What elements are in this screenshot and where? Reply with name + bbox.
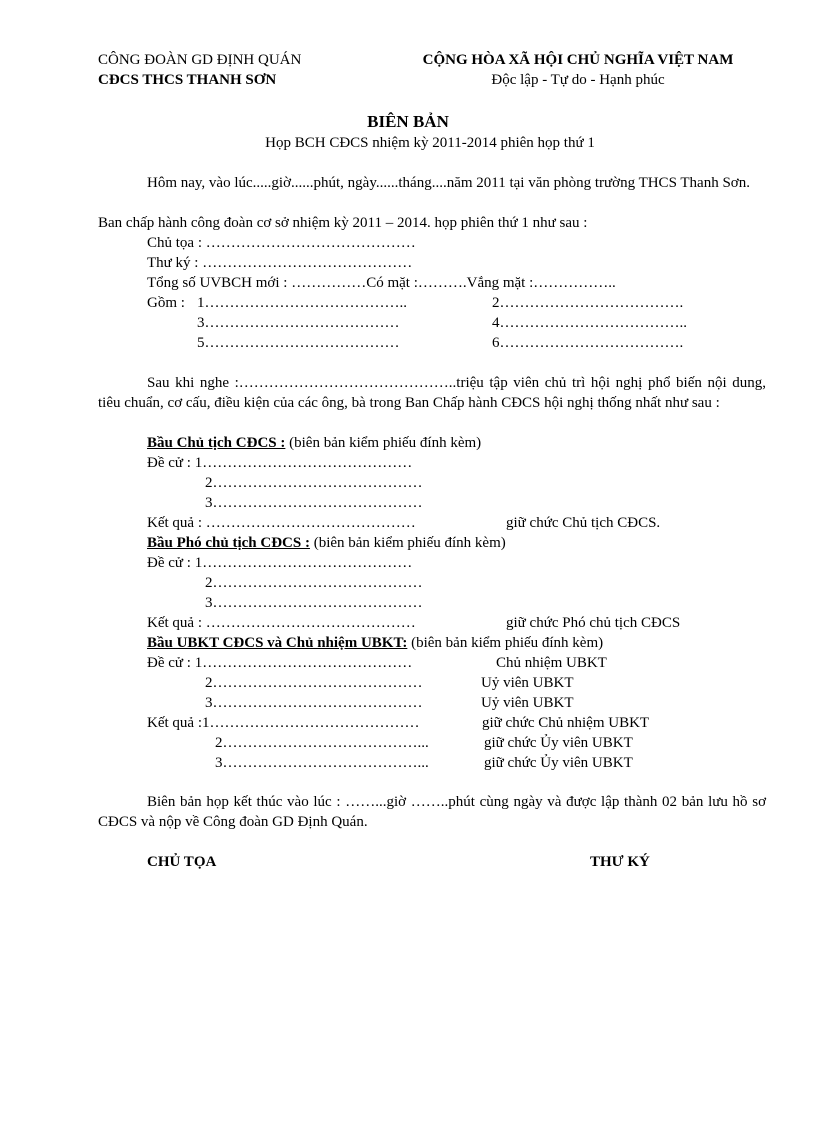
- member-6: 6……………………………….: [492, 335, 684, 351]
- ubkt-result-3-role: giữ chức Ủy viên UBKT: [484, 755, 633, 771]
- chairman-nominate-1: Đề cử : 1……………………………………: [147, 455, 413, 471]
- ubkt-result-1: Kết quả :1……………………………………: [147, 715, 420, 731]
- ubkt-result-2: 2…………………………………...: [215, 735, 429, 751]
- org-branch: CĐCS THCS THANH SƠN: [98, 72, 277, 88]
- after-paragraph: Sau khi nghe :……………………………………..triệu tập viên chủ trì hội nghị phổ biến nội dung, tiêu chuẩn, cơ cấu, điều kiện của các ông, bà trong Ban Chấp hành CĐCS hội nghị thống nhất như sau :: [98, 375, 766, 411]
- org-name: CÔNG ĐOÀN GD ĐỊNH QUÁN: [98, 52, 302, 68]
- attendance-line: Tổng số UVBCH mới : ……………Có mặt :……….Vắng mặt :……………..: [147, 275, 616, 291]
- vice-nominate-1: Đề cử : 1……………………………………: [147, 555, 413, 571]
- section-ubkt-note: (biên bản kiểm phiếu đính kèm): [407, 635, 604, 651]
- section-chairman-heading: Bầu Chủ tịch CĐCS :: [147, 435, 286, 451]
- ubkt-nominate-1: Đề cử : 1……………………………………: [147, 655, 413, 671]
- chairman-result: Kết quả : ……………………………………: [147, 515, 416, 531]
- ubkt-nominate-3: 3……………………………………: [205, 695, 423, 711]
- closing-paragraph: Biên bản họp kết thúc vào lúc : ……...giờ ……..phút cùng ngày và được lập thành 02 bản lưu hồ sơ CĐCS và nộp về Công đoàn GD Định Quán.: [98, 794, 766, 830]
- document-title: BIÊN BẢN: [367, 112, 449, 131]
- chair-line: Chủ tọa : ……………………………………: [147, 235, 416, 251]
- section-chairman: [147, 433, 481, 453]
- section-vice-chairman-heading: Bầu Phó chủ tịch CĐCS :: [147, 535, 310, 551]
- intro-meeting-line: Ban chấp hành công đoàn cơ sở nhiệm kỳ 2011 – 2014. họp phiên thứ 1 như sau :: [98, 215, 588, 231]
- section-vice-chairman-note: (biên bản kiểm phiếu đính kèm): [309, 535, 506, 551]
- ubkt-nominate-3-role: Uỷ viên UBKT: [481, 695, 574, 711]
- chairman-nominate-2: 2……………………………………: [205, 475, 423, 491]
- ubkt-nominate-2: 2……………………………………: [205, 675, 423, 691]
- vice-nominate-3: 3……………………………………: [205, 595, 423, 611]
- member-2: 2……………………………….: [492, 295, 684, 311]
- chairman-nominate-3: 3……………………………………: [205, 495, 423, 511]
- ubkt-nominate-2-role: Uỷ viên UBKT: [481, 675, 574, 691]
- vice-result-role: giữ chức Phó chủ tịch CĐCS: [506, 615, 681, 631]
- vice-result: Kết quả : ……………………………………: [147, 615, 416, 631]
- ubkt-result-1-role: giữ chức Chủ nhiệm UBKT: [482, 715, 650, 731]
- vice-nominate-2: 2……………………………………: [205, 575, 423, 591]
- section-ubkt: [147, 633, 603, 653]
- ubkt-nominate-1-role: Chủ nhiệm UBKT: [496, 655, 607, 671]
- section-ubkt-heading: Bầu UBKT CĐCS và Chủ nhiệm UBKT:: [147, 635, 408, 651]
- section-chairman-note: (biên bản kiểm phiếu đính kèm): [285, 435, 482, 451]
- member-4: 4………………………………..: [492, 315, 687, 331]
- member-5: 5…………………………………: [197, 335, 400, 351]
- member-3: 3…………………………………: [197, 315, 400, 331]
- member-1: 1…………………………………..: [197, 295, 407, 311]
- nation-title: CỘNG HÒA XÃ HỘI CHỦ NGHĨA VIỆT NAM: [422, 52, 734, 68]
- nation-motto: Độc lập - Tự do - Hạnh phúc: [491, 72, 665, 88]
- chairman-result-role: giữ chức Chủ tịch CĐCS.: [506, 515, 661, 531]
- intro-paragraph: Hôm nay, vào lúc.....giờ......phút, ngày......tháng....năm 2011 tại văn phòng trường THCS Thanh Sơn.: [147, 175, 750, 191]
- document-subtitle: Họp BCH CĐCS nhiệm kỳ 2011-2014 phiên họp thứ 1: [265, 135, 595, 151]
- members-label: Gồm :: [147, 295, 185, 311]
- signature-chair: CHỦ TỌA: [147, 854, 217, 870]
- secretary-line: Thư ký : ……………………………………: [147, 255, 413, 271]
- ubkt-result-3: 3…………………………………...: [215, 755, 429, 771]
- ubkt-result-2-role: giữ chức Ủy viên UBKT: [484, 735, 633, 751]
- signature-secretary: THƯ KÝ: [590, 854, 650, 870]
- section-vice-chairman: [147, 533, 506, 553]
